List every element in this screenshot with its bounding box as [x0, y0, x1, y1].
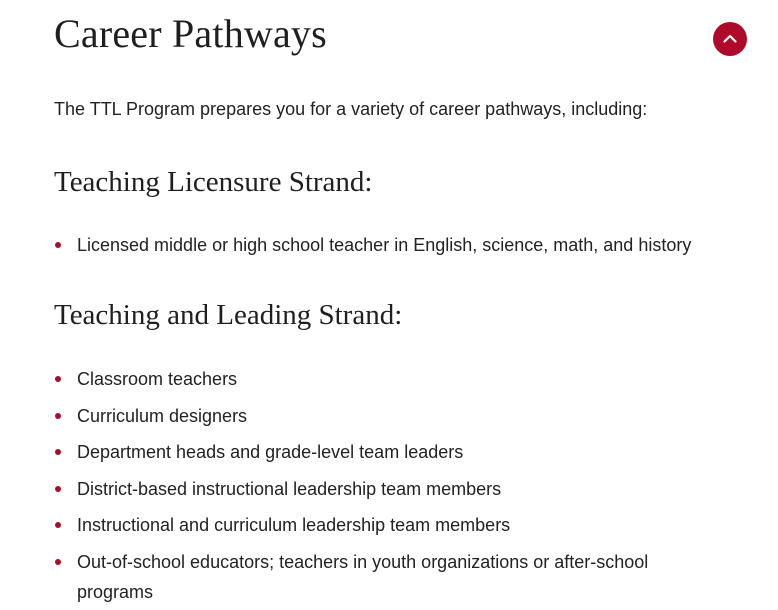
bullet-icon	[55, 559, 61, 565]
chevron-up-icon	[722, 31, 738, 47]
list-item-text: Out-of-school educators; teachers in youth organizations or after-school programs	[77, 551, 649, 602]
list-item-text: Classroom teachers	[77, 369, 238, 389]
list-item-text: District-based instructional leadership team members	[77, 478, 502, 499]
list-item	[54, 364, 744, 394]
list-item-text: Department heads and grade-level team leaders	[77, 442, 464, 463]
bullet-icon	[55, 242, 61, 248]
list-item	[54, 437, 744, 467]
strand-heading-leading: Teaching and Leading Strand:	[54, 299, 403, 331]
list-item	[54, 474, 744, 504]
section-title: Career Pathways	[54, 11, 327, 56]
bullet-icon	[55, 522, 61, 528]
list-item	[54, 510, 744, 540]
list-item-text: Licensed middle or high school teacher in English, science, math, and history	[77, 235, 692, 255]
bullet-icon	[55, 376, 61, 382]
leading-pathway-list	[54, 364, 744, 610]
list-item	[54, 547, 697, 607]
bullet-icon	[55, 413, 61, 419]
list-item	[54, 401, 744, 431]
bullet-icon	[55, 449, 61, 455]
collapse-toggle-button[interactable]	[713, 22, 747, 56]
licensure-pathway-list	[54, 230, 744, 267]
intro-text: The TTL Program prepares you for a variety of career pathways, including:	[54, 99, 648, 119]
list-item-text: Instructional and curriculum leadership team members	[77, 515, 511, 536]
list-item-text: Curriculum designers	[77, 405, 248, 426]
list-item	[54, 230, 744, 260]
strand-heading-licensure: Teaching Licensure Strand:	[54, 166, 373, 198]
bullet-icon	[55, 486, 61, 492]
